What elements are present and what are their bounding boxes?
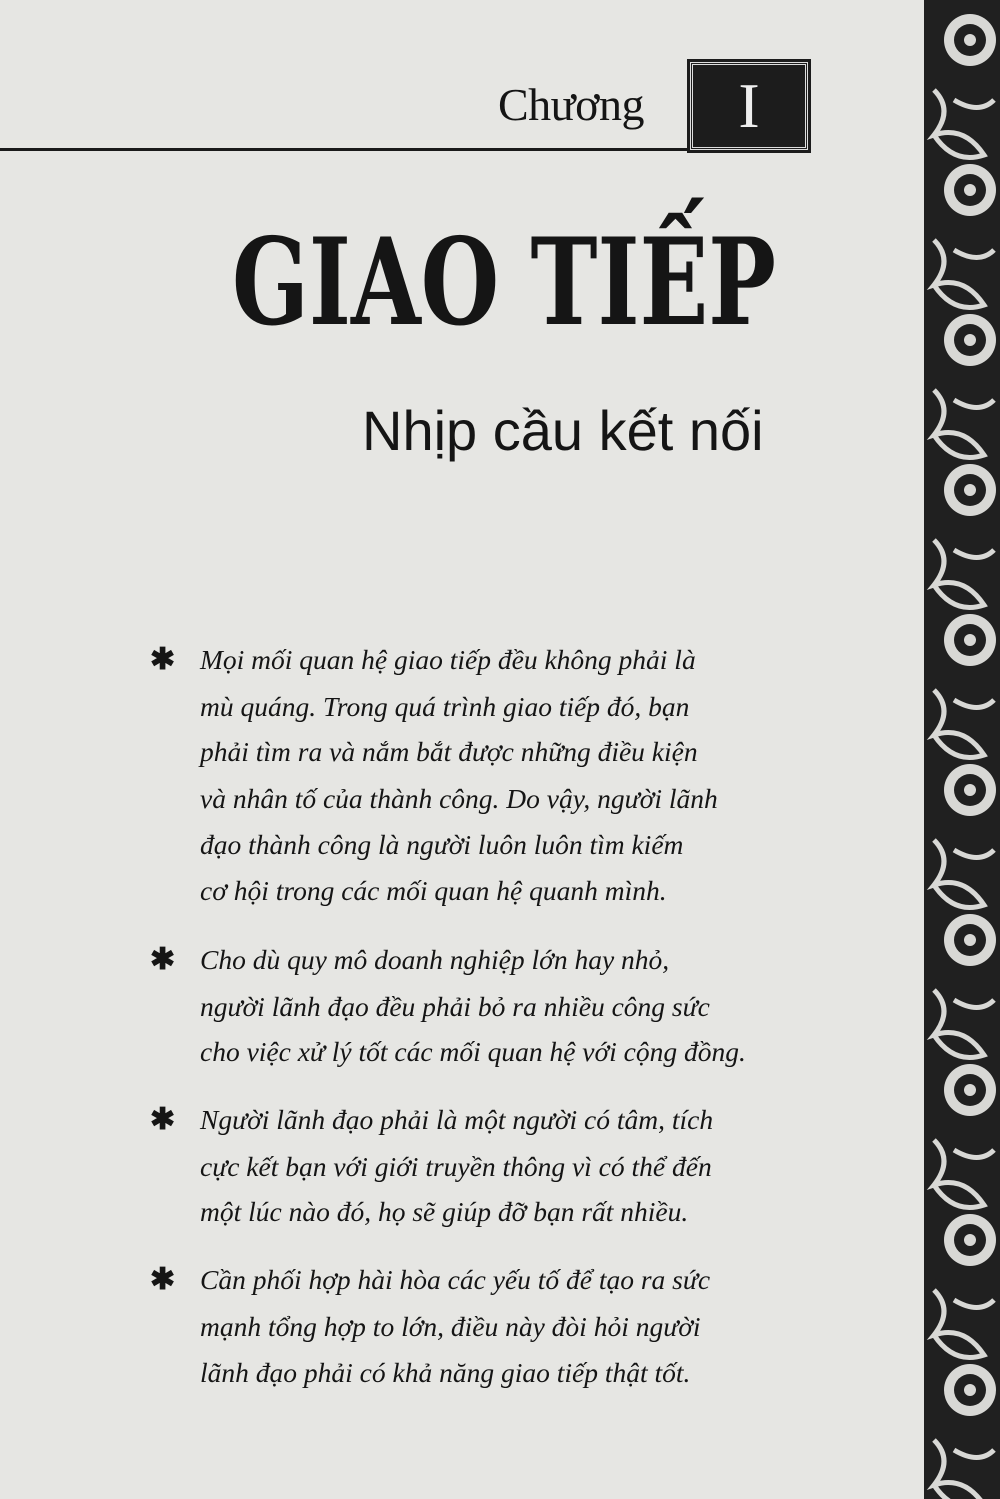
bullet-text-line: mù quáng. Trong quá trình giao tiếp đó, bạn [200, 691, 690, 722]
bullet-text-line: đạo thành công là người luôn luôn tìm kiếm [200, 829, 684, 860]
chapter-number: I [738, 70, 760, 141]
ornament-flower [964, 34, 976, 46]
bullet-star-icon: ✱ [150, 943, 176, 976]
bullet-text-line: mạnh tổng hợp to lớn, điều này đòi hỏi người [200, 1311, 701, 1342]
chapter-subtitle: Nhịp cầu kết nối [362, 399, 764, 462]
ornament-flower [964, 934, 976, 946]
bullet-text-line: cực kết bạn với giới truyền thông vì có thể đến [200, 1151, 712, 1182]
bullet-text-line: một lúc nào đó, họ sẽ giúp đỡ bạn rất nhiều. [200, 1196, 689, 1227]
ornament-flower [964, 784, 976, 796]
bullet-star-icon: ✱ [150, 643, 176, 676]
chapter-label: Chương [498, 79, 644, 130]
bullet-text-line: cơ hội trong các mối quan hệ quanh mình. [200, 875, 667, 906]
bullet-text-line: và nhân tố của thành công. Do vậy, người lãnh [200, 783, 718, 814]
bullet-text-line: Cho dù quy mô doanh nghiệp lớn hay nhỏ, [200, 944, 670, 975]
ornament-flower [964, 1084, 976, 1096]
bullet-star-icon: ✱ [150, 1103, 176, 1136]
ornament-flower [964, 1234, 976, 1246]
bullet-text-line: Mọi mối quan hệ giao tiếp đều không phải là [200, 644, 696, 675]
ornament-flower [964, 1384, 976, 1396]
ornamental-border [924, 0, 1000, 1499]
ornament-flower [964, 184, 976, 196]
bullet-star-icon: ✱ [150, 1263, 176, 1296]
bullet-text-line: cho việc xử lý tốt các mối quan hệ với cộng đồng. [200, 1036, 746, 1067]
bullet-text-line: Người lãnh đạo phải là một người có tâm, tích [200, 1104, 714, 1135]
ornament-flower [964, 334, 976, 346]
bullet-text-line: người lãnh đạo đều phải bỏ ra nhiều công sức [200, 991, 710, 1022]
ornament-flower [964, 634, 976, 646]
chapter-title: GIAO TIẾP [232, 212, 776, 353]
bullet-text-line: Cần phối hợp hài hòa các yếu tố để tạo ra sức [200, 1264, 711, 1295]
bullet-text-line: phải tìm ra và nắm bắt được những điều kiện [200, 736, 698, 767]
bullet-text-line: lãnh đạo phải có khả năng giao tiếp thật tốt. [200, 1357, 691, 1388]
header-rule [0, 148, 692, 151]
ornament-flower [964, 484, 976, 496]
chapter-number-box [690, 62, 808, 150]
